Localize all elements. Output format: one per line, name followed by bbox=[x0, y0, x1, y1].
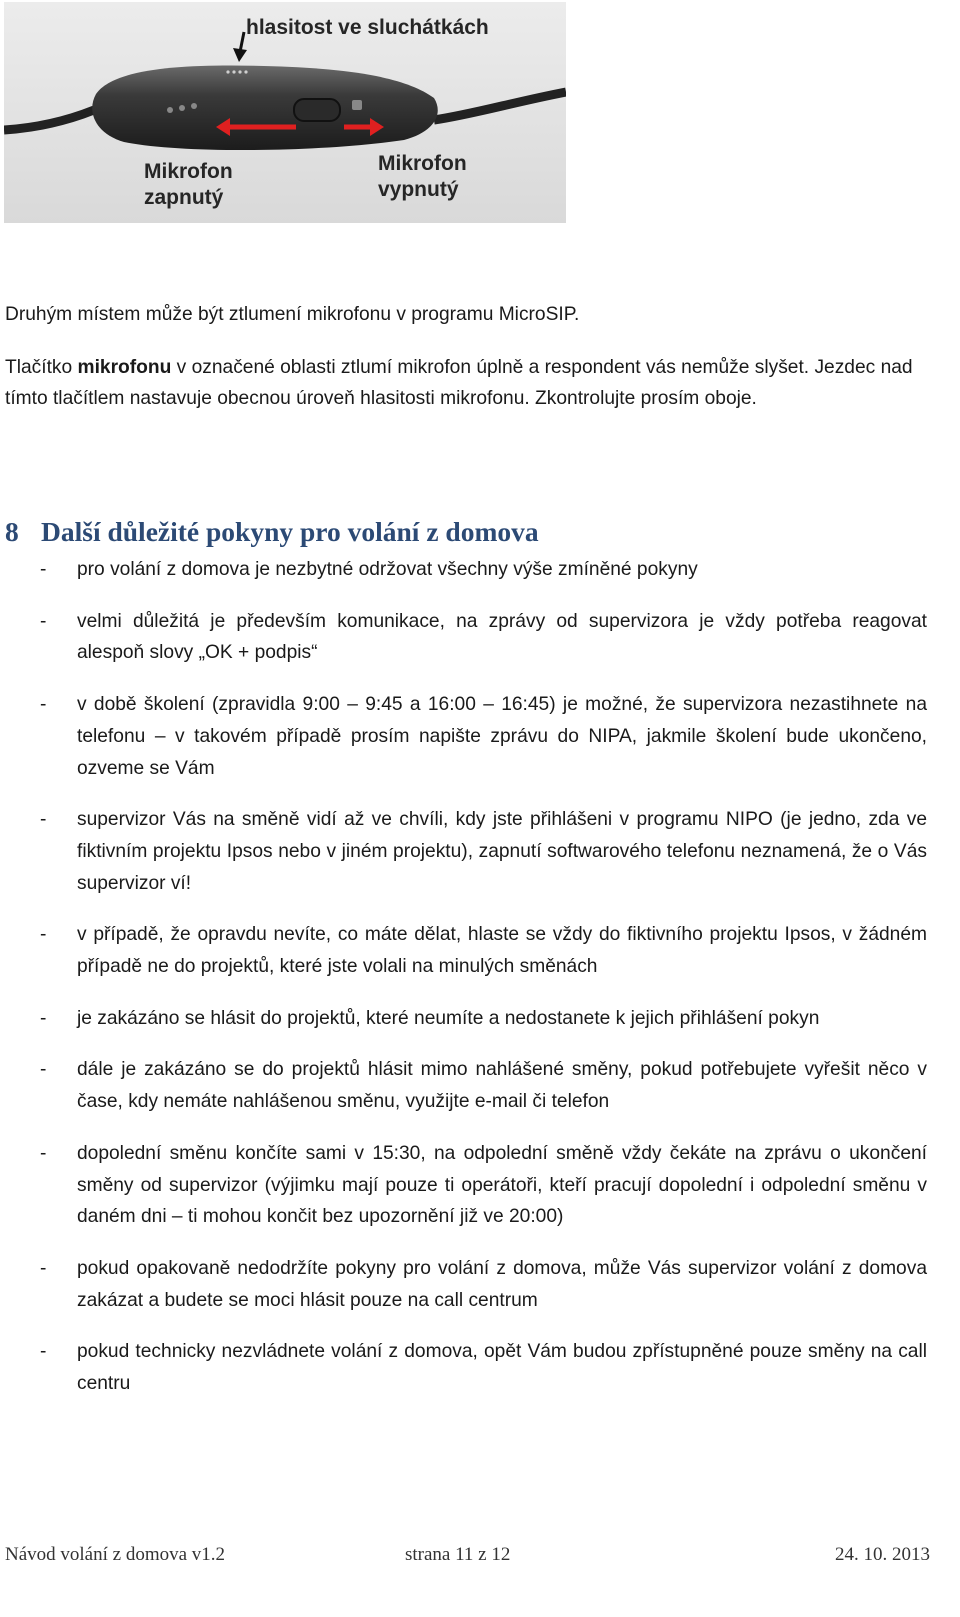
list-item bbox=[0, 1054, 927, 1117]
list-item-text: v případě, že opravdu nevíte, co máte dělat, hlaste se vždy do fiktivního projektu Ipsos, v žádném případě ne do projektů, které jste volali na minulých směnách bbox=[77, 924, 927, 978]
section-heading bbox=[5, 512, 539, 552]
instruction-list bbox=[0, 554, 960, 1420]
section-title: Další důležité pokyny pro volání z domova bbox=[41, 516, 539, 547]
list-bullet: - bbox=[40, 1142, 47, 1164]
list-bullet: - bbox=[40, 1007, 47, 1029]
list-item-text: velmi důležitá je především komunikace, na zprávy od supervizora je vždy potřeba reagovat alespoň slovy „OK + podpis“ bbox=[77, 610, 927, 664]
list-bullet: - bbox=[40, 809, 47, 831]
list-item bbox=[0, 1336, 927, 1399]
label-mic-on-1: Mikrofon bbox=[144, 160, 233, 183]
list-item-text: pro volání z domova je nezbytné održovat všechny výše zmíněné pokyny bbox=[77, 559, 698, 580]
label-mic-off-1: Mikrofon bbox=[378, 152, 467, 175]
footer-document-title: Návod volání z domova v1.2 bbox=[5, 1544, 226, 1565]
list-bullet: - bbox=[40, 610, 47, 632]
list-item-text: je zakázáno se hlásit do projektů, které neumíte a nedostanete k jejich přihlášení pokyn bbox=[77, 1007, 820, 1029]
intro-p2-before: Tlačítko bbox=[5, 357, 78, 378]
intro-p2-after: v označené oblasti ztlumí mikrofon úplně a respondent vás nemůže slyšet. Jezdec nad tímto tlačítlem nastavuje obecnou úroveň hlasitosti mikrofonu. Zkontrolujte prosím oboje. bbox=[5, 357, 913, 409]
list-item-text: dále je zakázáno se do projektů hlásit mimo nahlášené směny, pokud potřebujete vyřešit něco v čase, kdy nemáte nahlášenou směnu, využijte e-mail či telefon bbox=[77, 1059, 927, 1113]
list-item-text: v době školení (zpravidla 9:00 – 9:45 a 16:00 – 16:45) je možné, že supervizora nezastihnete na telefonu – v takovém případě prosím napište zprávu do NIPA, jakmile školení bude ukončeno, ozveme se Vám bbox=[77, 694, 927, 779]
headset-photo bbox=[4, 2, 566, 223]
label-headphone-volume: hlasitost ve sluchátkách bbox=[246, 16, 489, 39]
list-item-text: dopolední směnu končíte sami v 15:30, na odpolední směně vždy čekáte na zprávu o ukončení směny od supervizor (výjimku mají pouze ti operátoři, kteří pracují dopolední i odpolední směnu v daném dni – ti mohou končit bez upozornění již ve 20:00) bbox=[77, 1142, 927, 1228]
list-item bbox=[0, 919, 927, 982]
intro-paragraph-2 bbox=[5, 352, 930, 414]
list-item bbox=[0, 554, 927, 586]
section-number: 8 bbox=[5, 516, 19, 547]
list-bullet: - bbox=[40, 1059, 47, 1081]
list-item-text: pokud technicky nezvládnete volání z domova, opět Vám budou zpřístupněné pouze směny na call centru bbox=[77, 1341, 927, 1395]
page-footer bbox=[5, 1544, 930, 1572]
footer-date: 24. 10. 2013 bbox=[835, 1544, 930, 1565]
list-bullet: - bbox=[40, 1257, 47, 1279]
headset-illustration bbox=[4, 2, 566, 223]
list-bullet: - bbox=[40, 694, 47, 716]
label-mic-off-2: vypnutý bbox=[378, 178, 459, 201]
intro-paragraph-1: Druhým místem může být ztlumení mikrofonu v programu MicroSIP. bbox=[5, 304, 580, 325]
label-mic-on-2: zapnutý bbox=[144, 186, 224, 209]
list-item bbox=[0, 1138, 927, 1233]
list-bullet: - bbox=[40, 924, 47, 946]
intro-p2-bold: mikrofonu bbox=[77, 357, 172, 378]
list-item bbox=[0, 689, 927, 784]
list-item bbox=[0, 606, 927, 669]
list-bullet: - bbox=[40, 1341, 47, 1363]
list-item-text: pokud opakovaně nedodržíte pokyny pro volání z domova, může Vás supervizor volání z domova zakázat a budete se moci hlásit pouze na call centrum bbox=[77, 1257, 927, 1311]
list-bullet: - bbox=[40, 559, 47, 580]
footer-page-number: strana 11 z 12 bbox=[405, 1544, 511, 1565]
list-item-text: supervizor Vás na směně vidí až ve chvíli, kdy jste přihlášeni v programu NIPO (je jedno, zda ve fiktivním projektu Ipsos nebo v jiném projektu), zapnutí softwarového telefonu neznamená, že o Vás supervizor ví! bbox=[77, 809, 927, 894]
list-item bbox=[0, 1253, 927, 1316]
list-item bbox=[0, 1003, 927, 1035]
list-item bbox=[0, 804, 927, 899]
